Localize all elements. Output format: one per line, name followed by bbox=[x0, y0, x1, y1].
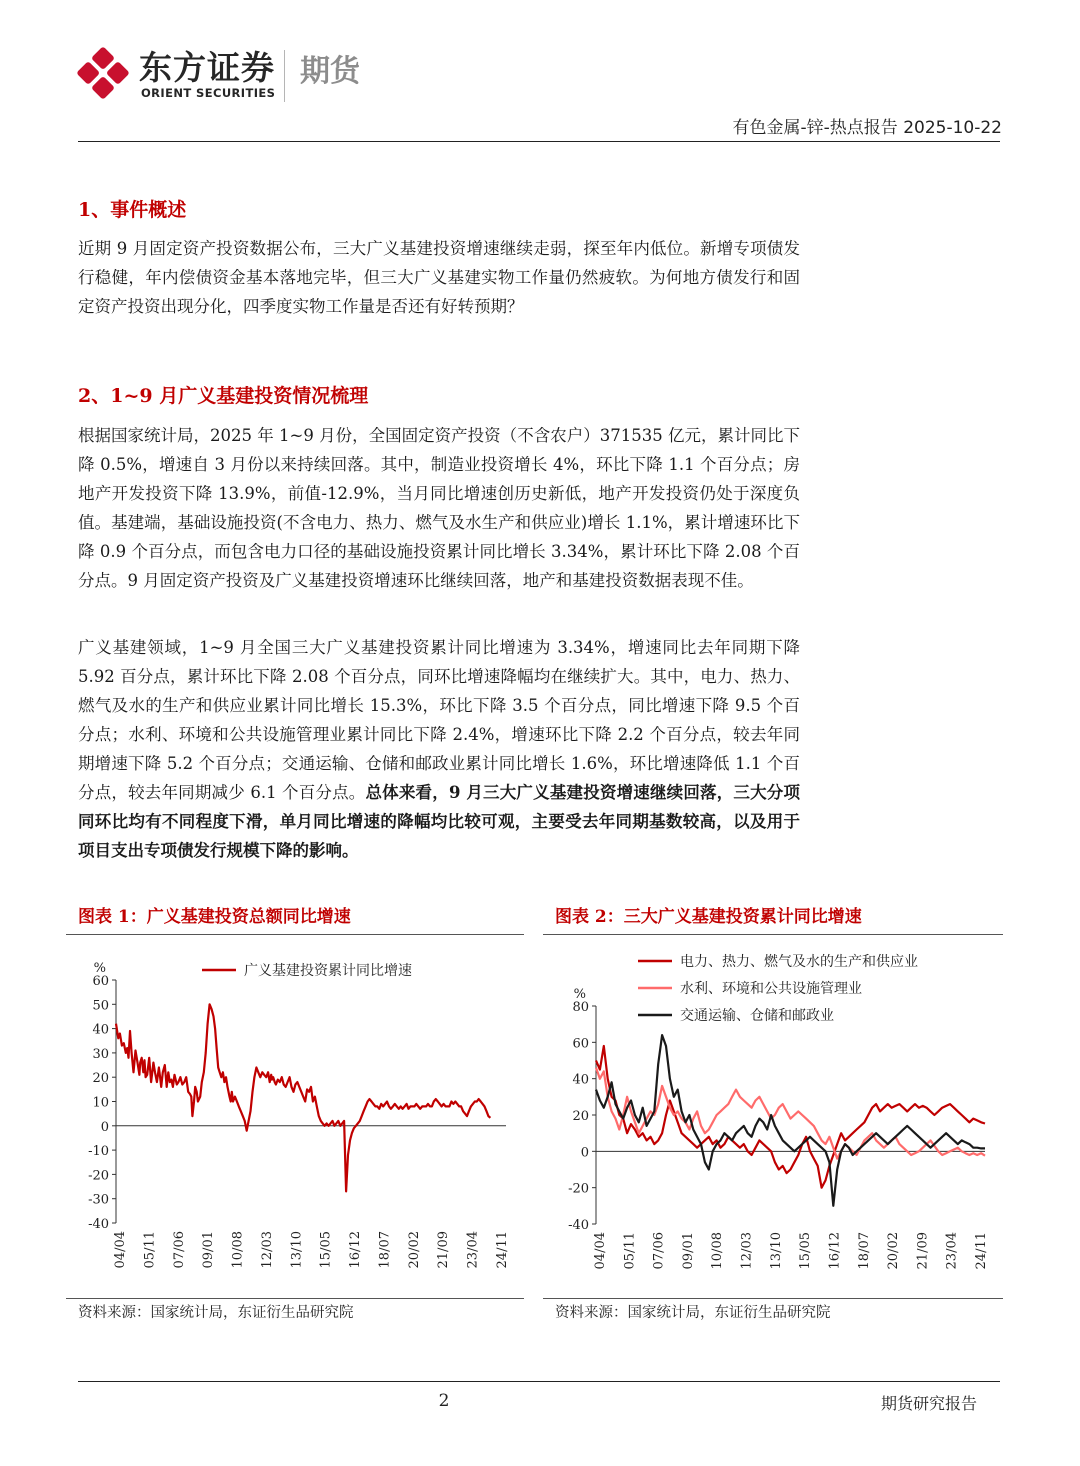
chart-2-x-tick-label: 13/10 bbox=[768, 1232, 784, 1270]
chart-2-x-tick-label: 20/02 bbox=[886, 1232, 902, 1270]
brand-name-cn: 东方证券 bbox=[139, 48, 275, 87]
chart-1-x-tick-label: 07/06 bbox=[171, 1231, 187, 1269]
figure-2-svg bbox=[543, 940, 1003, 1290]
figure-2-title: 图表 2：三大广义基建投资累计同比增速 bbox=[555, 907, 862, 927]
chart-1-x-tick-label: 21/09 bbox=[436, 1231, 452, 1269]
chart-1-x-tick-label: 16/12 bbox=[348, 1231, 364, 1269]
chart-1-x-tick-label: 18/07 bbox=[377, 1231, 393, 1269]
chart-1-x-tick-label: 09/01 bbox=[201, 1231, 217, 1269]
chart-2-legend-label-2: 交通运输、仓储和邮政业 bbox=[680, 1008, 834, 1024]
section-2-paragraph-1: 根据国家统计局，2025 年 1~9 月份，全国固定资产投资（不含农户）371535 亿元，累计同比下降 0.5%，增速自 3 月份以来持续回落。其中，制造业投资增长 4%，环比下降 1.1 个百分点；房地产开发投资下降 13.9%，前值-12.9%，当月同比增速创历史新低，地产开发投资仍处于深度负值。基建端，基础设施投资(不含电力、热力、燃气及水生产和供应业)增长 1.1%，累计增速环比下降 0.9 个百分点，而包含电力口径的基础设施投资累计同比增长 3.34%，累计环比下降 2.08 个百分点。9 月固定资产投资及广义基建投资增速环比继续回落，地产和基建投资数据表现不佳。 bbox=[78, 426, 800, 590]
chart-2-y-unit: % bbox=[573, 987, 586, 1002]
chart-2-y-tick-label: -40 bbox=[568, 1218, 589, 1233]
chart-1-x-tick-label: 10/08 bbox=[230, 1231, 246, 1269]
figure-1-title: 图表 1：广义基建投资总额同比增速 bbox=[78, 907, 351, 927]
figure-1-bottom-rule bbox=[66, 1298, 524, 1299]
section-2-bold-conclusion: 总体来看，9 月三大广义基建投资增速继续回落，三大分项同环比均有不同程度下滑，单月同比增速的降幅均比较可观，主要受去年同期基数较高，以及用于项目支出专项债发行规模下降的影响。 bbox=[78, 783, 800, 860]
chart-1-x-tick-label: 20/02 bbox=[406, 1231, 422, 1269]
chart-2-x-tick-label: 16/12 bbox=[827, 1232, 843, 1270]
chart-1-x-tick-label: 04/04 bbox=[113, 1231, 128, 1269]
chart-1-y-tick-label: 0 bbox=[100, 1119, 109, 1135]
chart-1-y-tick-label: 30 bbox=[92, 1046, 109, 1062]
chart-1-y-tick-label: -40 bbox=[88, 1217, 109, 1232]
chart-1-x-tick-label: 13/10 bbox=[289, 1231, 305, 1269]
footer-label: 期货研究报告 bbox=[880, 1394, 977, 1413]
chart-2-x-tick-label: 05/11 bbox=[622, 1232, 638, 1270]
chart-2-x-tick-label: 23/04 bbox=[944, 1232, 960, 1270]
chart-2-y-tick-label: 20 bbox=[572, 1109, 589, 1124]
figure-1-chart bbox=[66, 940, 524, 1290]
chart-1-y-tick-label: 60 bbox=[92, 974, 109, 989]
chart-2-x-tick-label: 07/06 bbox=[651, 1232, 667, 1270]
chart-1-x-tick-label: 12/03 bbox=[259, 1231, 275, 1269]
figure-2-bottom-rule bbox=[543, 1298, 1003, 1299]
chart-1-y-tick-label: 50 bbox=[92, 998, 109, 1014]
figure-2-source: 资料来源：国家统计局，东证衍生品研究院 bbox=[555, 1305, 831, 1321]
chart-2-x-tick-label: 18/07 bbox=[856, 1232, 872, 1270]
chart-1-x-tick-label: 05/11 bbox=[142, 1231, 158, 1269]
chart-2-y-tick-label: -20 bbox=[568, 1181, 589, 1197]
footer-rule bbox=[78, 1381, 1000, 1382]
chart-2-legend-label-0: 电力、热力、燃气及水的生产和供应业 bbox=[680, 954, 918, 970]
section-title-1: 1、事件概述 bbox=[78, 199, 187, 221]
section-1-paragraph: 近期 9 月固定资产投资数据公布，三大广义基建投资增速继续走弱，探至年内低位。新增专项债发行稳健，年内偿债资金基本落地完毕，但三大广义基建实物工作量仍然疲软。为何地方债发行和固定资产投资出现分化，四季度实物工作量是否还有好转预期？ bbox=[78, 239, 800, 316]
brand-name-en: ORIENT SECURITIES bbox=[141, 86, 276, 100]
chart-1-series-line-0 bbox=[116, 1004, 490, 1191]
chart-1-y-tick-label: -10 bbox=[88, 1144, 109, 1160]
chart-1-x-tick-label: 15/05 bbox=[318, 1231, 334, 1269]
chart-1-y-tick-label: 10 bbox=[92, 1095, 109, 1111]
chart-2-x-tick-label: 12/03 bbox=[739, 1232, 755, 1270]
chart-2-y-tick-label: 40 bbox=[572, 1072, 589, 1088]
chart-2-x-tick-label: 15/05 bbox=[798, 1232, 814, 1270]
chart-2-y-tick-label: 60 bbox=[572, 1036, 589, 1052]
chart-1-x-tick-label: 24/11 bbox=[495, 1231, 510, 1269]
figure-2-chart bbox=[543, 940, 1003, 1290]
chart-1-y-tick-label: -20 bbox=[88, 1168, 109, 1184]
report-label: 有色金属-锌-热点报告 2025-10-22 bbox=[732, 118, 1002, 138]
chart-2-series-line-2 bbox=[596, 1035, 985, 1206]
orient-securities-logo-icon bbox=[74, 44, 132, 102]
chart-1-y-unit: % bbox=[93, 961, 106, 976]
chart-1-x-tick-label: 23/04 bbox=[465, 1231, 481, 1269]
section-2-paragraph-2 bbox=[78, 633, 800, 865]
figure-1-svg bbox=[66, 940, 524, 1290]
figure-2-top-rule bbox=[543, 934, 1003, 935]
chart-2-y-tick-label: 0 bbox=[580, 1145, 589, 1161]
figure-1-top-rule bbox=[66, 934, 524, 935]
brand-divider bbox=[284, 50, 285, 102]
chart-1-y-tick-label: 20 bbox=[92, 1071, 109, 1087]
page-number: 2 bbox=[438, 1391, 450, 1411]
chart-1-y-tick-label: 40 bbox=[92, 1022, 109, 1038]
figure-1-source: 资料来源：国家统计局，东证衍生品研究院 bbox=[78, 1305, 354, 1321]
chart-2-x-tick-label: 10/08 bbox=[710, 1232, 726, 1270]
header-rule bbox=[78, 141, 1000, 142]
section-title-2: 2、1~9 月广义基建投资情况梳理 bbox=[78, 385, 369, 407]
chart-2-x-tick-label: 04/04 bbox=[593, 1232, 608, 1270]
chart-2-x-tick-label: 21/09 bbox=[915, 1232, 931, 1270]
section-2-paragraph-2-text: 广义基建领域，1~9 月全国三大广义基建投资累计同比增速为 3.34%，增速同比去年同期下降 5.92 百分点，累计环比下降 2.08 个百分点，同环比增速降幅均在继续扩大。其中，电力、热力、燃气及水的生产和供应业累计同比增长 15.3%，环比下降 3.5 个百分点，同比增速下降 9.5 个百分点；水利、环境和公共设施管理业累计同比下降 2.4%，增速环比下降 2.2 个百分点，较去年同期增速下降 5.2 个百分点；交通运输、仓储和邮政业累计同比增长 1.6%，环比增速降低 1.1 个百分点，较去年同期减少 6.1 个百分点。 bbox=[78, 638, 800, 802]
chart-1-y-tick-label: -30 bbox=[88, 1192, 109, 1208]
chart-1-legend-label-0: 广义基建投资累计同比增速 bbox=[244, 963, 412, 979]
chart-2-x-tick-label: 09/01 bbox=[680, 1232, 696, 1270]
chart-2-x-tick-label: 24/11 bbox=[974, 1232, 989, 1270]
chart-2-y-tick-label: 80 bbox=[572, 1000, 589, 1015]
brand-subtitle: 期货 bbox=[300, 54, 360, 89]
chart-2-legend-label-1: 水利、环境和公共设施管理业 bbox=[680, 981, 862, 997]
